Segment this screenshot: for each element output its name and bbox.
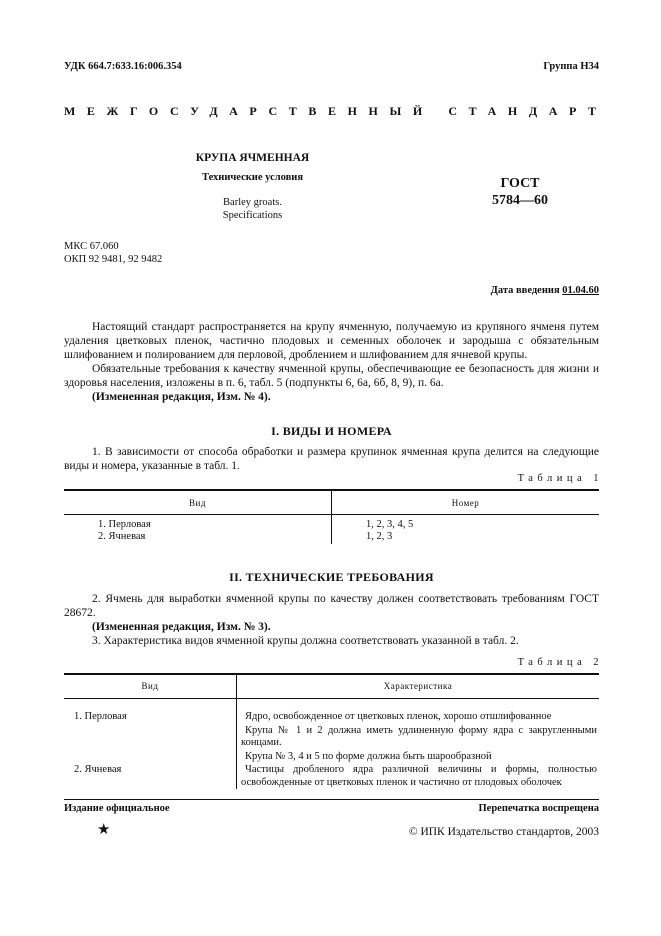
section-2-title: II. ТЕХНИЧЕСКИЕ ТРЕБОВАНИЯ: [229, 570, 434, 584]
title-block: [150, 152, 355, 222]
table-2-row-1-characteristic: [241, 711, 597, 763]
intro-paragraph-2: Обязательные требования к качеству ячменной крупы, обеспечивающие ее безопасность для жизни и здоровья населения, изложены в п. 6, табл. 5 (подпункты 6, 6а, 6б, 8, 9), п. 6а.: [64, 363, 599, 389]
table-2-column-divider: [236, 674, 237, 789]
section-2-text: [64, 592, 599, 648]
table-1-row-2-kind: 2. Ячневая: [98, 531, 146, 542]
english-title-line1: Barley groats.: [223, 197, 282, 208]
english-title-line2: Specifications: [222, 210, 283, 221]
intro-amendment-note: (Измененная редакция, Изм. № 4).: [92, 391, 271, 403]
table-1-row-1-number: 1, 2, 3, 4, 5: [366, 519, 414, 530]
table-1-row-2-number: 1, 2, 3: [366, 531, 393, 542]
gost-label: ГОСТ: [500, 176, 540, 191]
table-2-row-1-line-2: Крупа № 1 и 2 должна иметь удлиненную форму ядра с закругленными концами.: [241, 724, 597, 748]
intro-paragraph-1: Настоящий стандарт распространяется на крупу ячменную, получаемую из крупяного ячменя путем удаления цветковых пленок, частично плодовых и семенных оболочек и зародыша с обязательным шлифованием и полированием для перловой, дроблением и шлифованием для ячневой крупы.: [64, 321, 599, 361]
section-1-text: [64, 445, 599, 473]
introduction-date-label: Дата введения: [490, 285, 563, 296]
introduction-date-value: 01.04.60: [562, 285, 599, 296]
section-1-title: I. ВИДЫ И НОМЕРА: [271, 424, 392, 438]
footer-rule: [64, 799, 599, 800]
standard-subtitle: Технические условия: [201, 172, 304, 183]
standard-title: КРУПА ЯЧМЕННАЯ: [195, 152, 310, 164]
gost-designation: [470, 175, 570, 209]
intro-section: [64, 320, 599, 404]
table-2-row-2-line-1: Частицы дробленого ядра различной величины и формы, полностью освобожденные от цветковых пленок и частично от плодовых оболочек: [241, 764, 597, 788]
table-1-caption: Таблица 1: [517, 473, 603, 484]
table-2-caption: Таблица 2: [517, 657, 603, 668]
table-1-row-1-kind: 1. Перловая: [98, 519, 151, 530]
official-edition-label: Издание официальное: [64, 803, 170, 814]
table-2-header-kind: Вид: [141, 681, 159, 691]
section-2-paragraph-3: 3. Характеристика видов ячменной крупы должна соответствовать указанной в табл. 2.: [92, 635, 519, 647]
table-1-header-number: Номер: [451, 498, 480, 508]
mks-code: МКС 67.060: [64, 241, 119, 252]
table-2-header-rule: [64, 698, 599, 699]
gost-number: 5784—60: [492, 193, 548, 208]
table-2-row-1-line-3: Крупа № 3, 4 и 5 по форме должна быть шарообразной: [245, 750, 492, 762]
copyright-notice: © ИПК Издательство стандартов, 2003: [408, 826, 599, 838]
table-2-row-2-kind: 2. Ячневая: [74, 764, 122, 775]
group-code: Группа Н34: [543, 61, 599, 72]
udk-code: УДК 664.7:633.16:006.354: [64, 61, 182, 72]
introduction-date: [491, 284, 599, 297]
classification-codes: [64, 240, 162, 266]
table-1-header-kind: Вид: [189, 498, 206, 508]
table-2-row-2-characteristic: [241, 764, 597, 789]
section-1-paragraph-1: 1. В зависимости от способа обработки и размера крупинок ячменная крупа делится на следующие виды и номера, указанные в табл. 1.: [64, 446, 599, 472]
section-2-paragraph-1: 2. Ячмень для выработки ячменной крупы по качеству должен соответствовать требованиям ГОСТ 28672.: [64, 593, 599, 619]
star-icon: ★: [97, 822, 111, 838]
table-2-header-characteristic: Характеристика: [383, 681, 453, 691]
table-2-row-1-kind: 1. Перловая: [74, 711, 127, 722]
interstate-standard-heading: МЕЖГОСУДАРСТВЕННЫЙ СТАНДАРТ: [64, 104, 608, 118]
table-2-row-1-line-1: Ядро, освобожденное от цветковых пленок, хорошо отшлифованное: [245, 711, 552, 722]
table-1-header-rule: [64, 514, 599, 515]
reprint-prohibited-label: Перепечатка воспрещена: [478, 803, 599, 814]
table-2-top-rule: [64, 673, 599, 675]
section-2-amendment-note: (Измененная редакция, Изм. № 3).: [92, 621, 271, 633]
okp-code: ОКП 92 9481, 92 9482: [64, 254, 163, 265]
